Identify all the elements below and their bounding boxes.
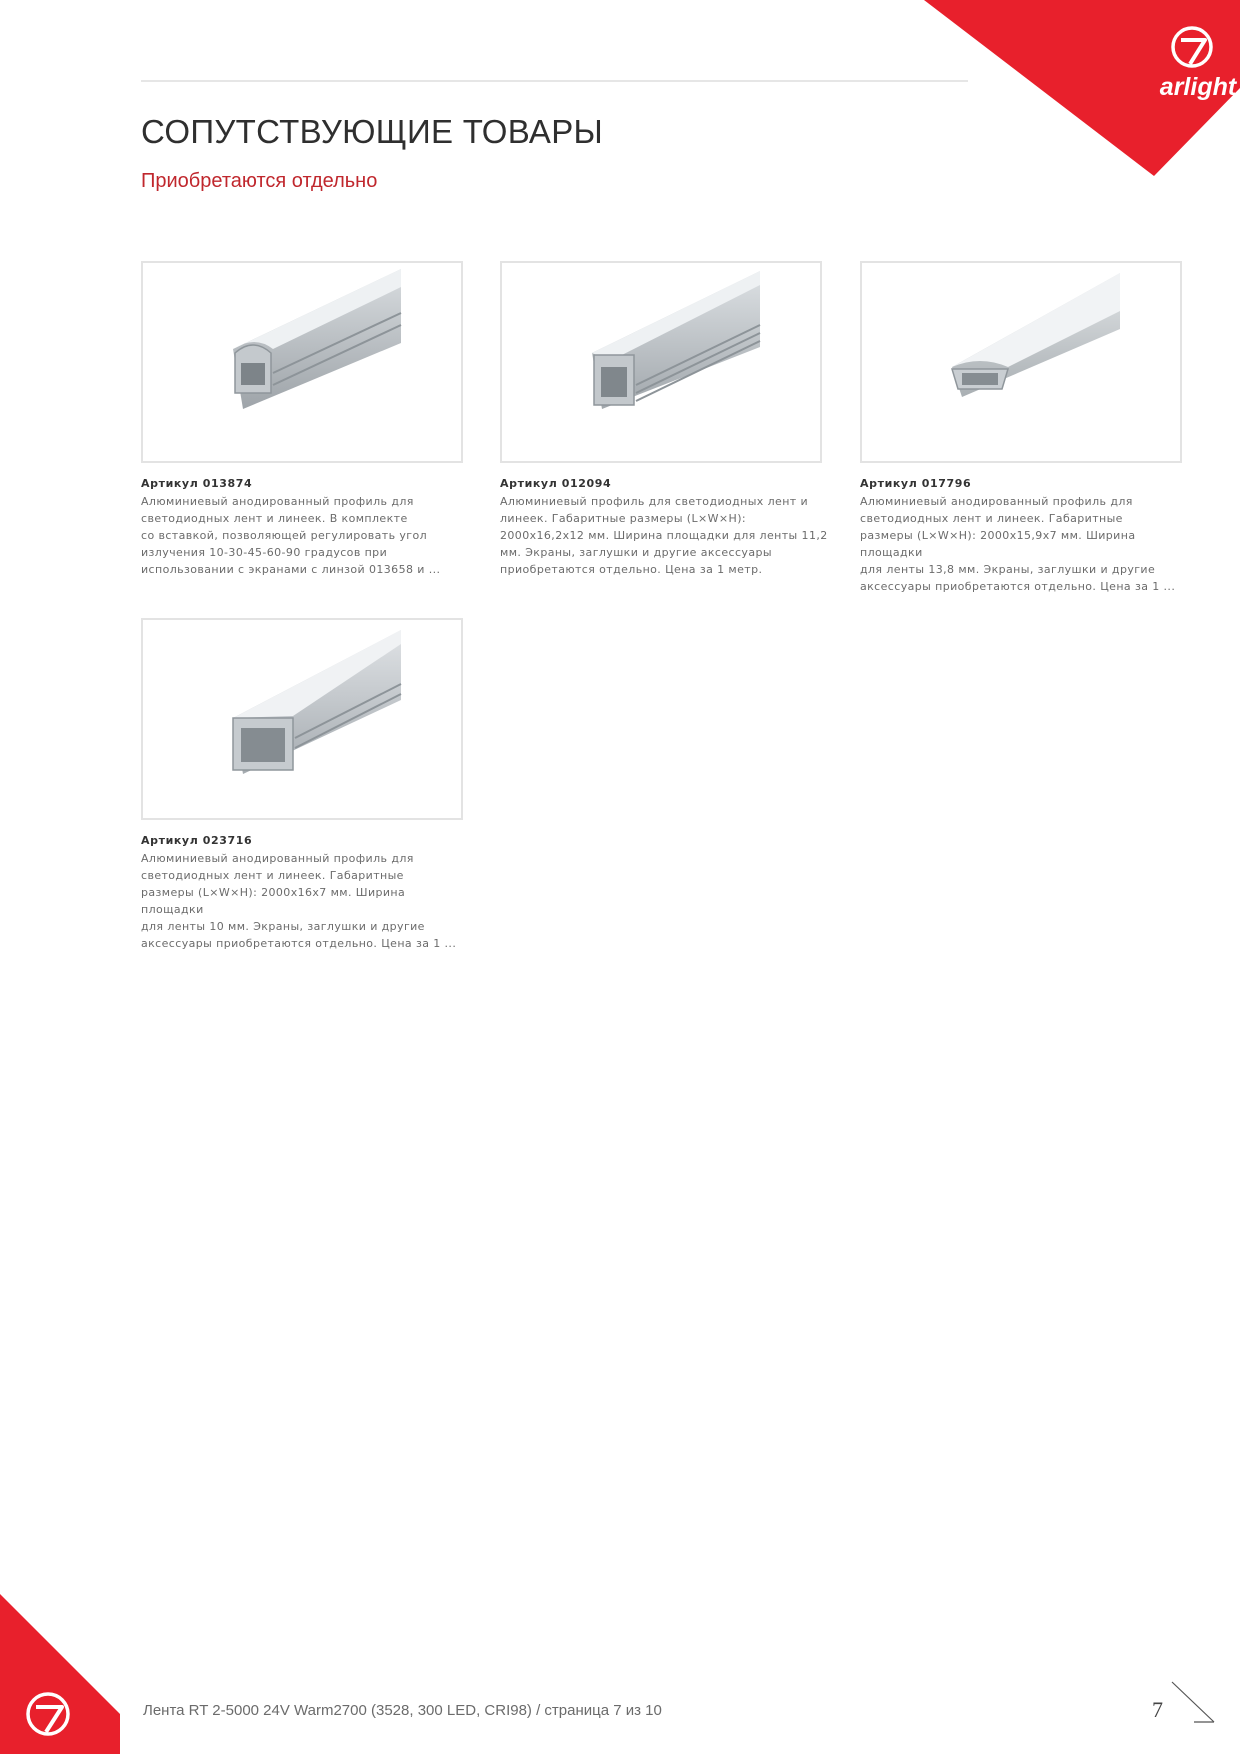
page-subtitle: Приобретаются отдельно bbox=[141, 170, 378, 192]
product-image[interactable] bbox=[141, 618, 463, 820]
desc-line: излучения 10-30-45-60-90 градусов при bbox=[141, 546, 388, 559]
desc-line: для ленты 13,8 мм. Экраны, заглушки и другие bbox=[860, 563, 1156, 576]
desc-line: светодиодных лент и линеек. Габаритные bbox=[860, 512, 1123, 525]
product-image[interactable] bbox=[500, 261, 822, 463]
desc-line: Алюминиевый профиль для светодиодных лент и bbox=[500, 495, 809, 508]
page-title: СОПУТСТВУЮЩИЕ ТОВАРЫ bbox=[141, 113, 604, 150]
product-sku: Артикул 013874 bbox=[141, 477, 253, 490]
desc-line: светодиодных лент и линеек. Габаритные bbox=[141, 869, 404, 882]
desc-line: 2000x16,2x12 мм. Ширина площадки для ленты 11,2 bbox=[500, 529, 828, 542]
desc-line: светодиодных лент и линеек. В комплекте bbox=[141, 512, 408, 525]
product-card-013874[interactable] bbox=[141, 261, 471, 578]
brand-corner-bottom bbox=[0, 1594, 120, 1754]
desc-line: размеры (L×W×H): 2000x16x7 мм. Ширина площадки bbox=[141, 886, 406, 916]
page-corner-slash bbox=[1170, 1680, 1216, 1724]
product-card-023716[interactable] bbox=[141, 618, 471, 952]
product-sku: Артикул 023716 bbox=[141, 834, 253, 847]
product-description bbox=[860, 493, 1188, 595]
product-description bbox=[500, 493, 828, 578]
desc-line: приобретаются отдельно. Цена за 1 метр. bbox=[500, 563, 763, 576]
desc-line: со вставкой, позволяющей регулировать угол bbox=[141, 529, 428, 542]
desc-line: аксессуары приобретаются отдельно. Цена за 1 ... bbox=[141, 937, 457, 950]
header-divider bbox=[141, 80, 968, 82]
desc-line: Алюминиевый анодированный профиль для bbox=[141, 852, 414, 865]
desc-line: для ленты 10 мм. Экраны, заглушки и другие bbox=[141, 920, 425, 933]
brand-corner-top bbox=[924, 0, 1240, 176]
product-description bbox=[141, 850, 469, 952]
desc-line: использовании с экранами с линзой 013658 и ... bbox=[141, 563, 441, 576]
page-number: 7 bbox=[1152, 1697, 1163, 1722]
desc-line: аксессуары приобретаются отдельно. Цена за 1 ... bbox=[860, 580, 1176, 593]
desc-line: Алюминиевый анодированный профиль для bbox=[141, 495, 414, 508]
product-card-012094[interactable] bbox=[500, 261, 830, 578]
product-image[interactable] bbox=[860, 261, 1182, 463]
desc-line: размеры (L×W×H): 2000x15,9x7 мм. Ширина площадки bbox=[860, 529, 1136, 559]
product-sku: Артикул 012094 bbox=[500, 477, 612, 490]
desc-line: мм. Экраны, заглушки и другие аксессуары bbox=[500, 546, 772, 559]
product-card-017796[interactable] bbox=[860, 261, 1190, 595]
footer-document-line: Лента RT 2-5000 24V Warm2700 (3528, 300 LED, CRI98) / страница 7 из 10 bbox=[143, 1702, 662, 1719]
product-image[interactable] bbox=[141, 261, 463, 463]
product-sku: Артикул 017796 bbox=[860, 477, 972, 490]
product-description bbox=[141, 493, 469, 578]
svg-text:arlight: arlight bbox=[1159, 73, 1237, 101]
desc-line: Алюминиевый анодированный профиль для bbox=[860, 495, 1133, 508]
desc-line: линеек. Габаритные размеры (L×W×H): bbox=[500, 512, 746, 525]
